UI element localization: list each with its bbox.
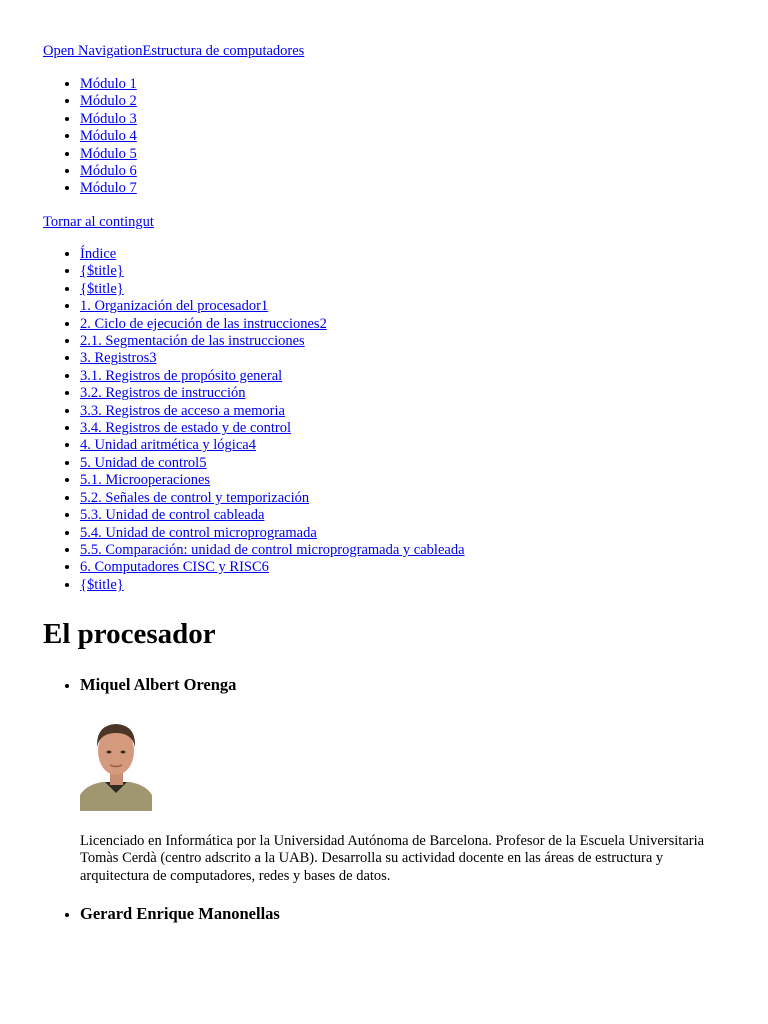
toc-item [80, 385, 465, 402]
toc-item [80, 420, 465, 437]
toc-item [80, 542, 465, 559]
toc-item [80, 490, 465, 507]
toc-item [80, 281, 465, 298]
module-link[interactable]: Módulo 7 [80, 180, 137, 197]
author-bio: Licenciado en Informática por la Universidad Autónoma de Barcelona. Profesor de la Escuela Universitaria Tomàs Cerdà (centro adscrito a la UAB). Desarrolla su actividad docente en las áreas de estructura y arquitectura de computadores, redes y bases de datos. [80, 833, 705, 884]
toc-item [80, 455, 465, 472]
toc-link[interactable]: 5.5. Comparación: unidad de control microprogramada y cableada [80, 541, 465, 558]
toc-link[interactable]: 5. Unidad de control5 [80, 454, 207, 471]
module-link[interactable]: Módulo 3 [80, 110, 137, 127]
toc-link[interactable]: {$title} [80, 280, 124, 297]
module-link[interactable]: Módulo 4 [80, 128, 137, 145]
module-item [80, 128, 137, 145]
module-item [80, 146, 137, 163]
toc-link[interactable]: 4. Unidad aritmética y lógica4 [80, 437, 256, 454]
open-navigation-link[interactable] [43, 43, 304, 59]
toc-link[interactable]: {$title} [80, 576, 124, 593]
skip-to-content-link[interactable]: Tornar al contingut [43, 214, 154, 230]
toc-item [80, 316, 465, 333]
module-item [80, 180, 137, 197]
toc-link[interactable]: 5.2. Señales de control y temporización [80, 489, 310, 506]
author-name: • Miquel Albert Orenga [80, 675, 237, 694]
toc-item [80, 263, 465, 280]
toc-link[interactable]: 6. Computadores CISC y RISC6 [80, 559, 269, 576]
module-item [80, 111, 137, 128]
toc-link[interactable]: 5.4. Unidad de control microprogramada [80, 524, 317, 541]
author-item [80, 675, 740, 885]
toc-item [80, 350, 465, 367]
module-item [80, 163, 137, 180]
module-item [80, 93, 137, 110]
toc-link[interactable]: 3.3. Registros de acceso a memoria [80, 402, 285, 419]
module-link[interactable]: Módulo 6 [80, 163, 137, 180]
toc-link[interactable]: 5.3. Unidad de control cableada [80, 507, 265, 524]
toc-link[interactable]: 3.4. Registros de estado y de control [80, 420, 292, 437]
toc-item [80, 333, 465, 350]
toc-item [80, 507, 465, 524]
module-item [80, 76, 137, 93]
author-item [80, 904, 740, 924]
toc-item [80, 246, 465, 263]
site-title: Estructura de computadores [142, 43, 305, 59]
module-link[interactable]: Módulo 1 [80, 76, 137, 92]
toc-link[interactable]: 1. Organización del procesador1 [80, 298, 269, 315]
top-navigation [43, 43, 304, 60]
toc-item [80, 368, 465, 385]
module-list [43, 76, 137, 198]
toc-item [80, 298, 465, 315]
author-name: • Gerard Enrique Manonellas [80, 904, 280, 924]
toc-item [80, 437, 465, 454]
page-title: El procesador [43, 618, 216, 650]
open-navigation-label: Open Navigation [43, 43, 143, 59]
toc-link[interactable]: 2. Ciclo de ejecución de las instrucciones2 [80, 315, 327, 332]
toc-item [80, 559, 465, 576]
toc-link[interactable]: 3.2. Registros de instrucción [80, 385, 246, 402]
author-list [43, 675, 740, 924]
toc-link[interactable]: 3.1. Registros de propósito general [80, 367, 283, 384]
table-of-contents [43, 246, 465, 594]
toc-link[interactable]: 5.1. Microoperaciones [80, 472, 211, 489]
toc-item [80, 403, 465, 420]
toc-item [80, 525, 465, 542]
toc-link[interactable]: 2.1. Segmentación de las instrucciones [80, 333, 305, 350]
toc-link[interactable]: Índice [80, 246, 117, 262]
toc-item [80, 577, 465, 594]
toc-item [80, 472, 465, 489]
module-link[interactable]: Módulo 2 [80, 93, 137, 110]
toc-link[interactable]: {$title} [80, 263, 124, 280]
module-link[interactable]: Módulo 5 [80, 145, 137, 162]
author-photo [80, 719, 152, 811]
toc-link[interactable]: 3. Registros3 [80, 350, 157, 367]
